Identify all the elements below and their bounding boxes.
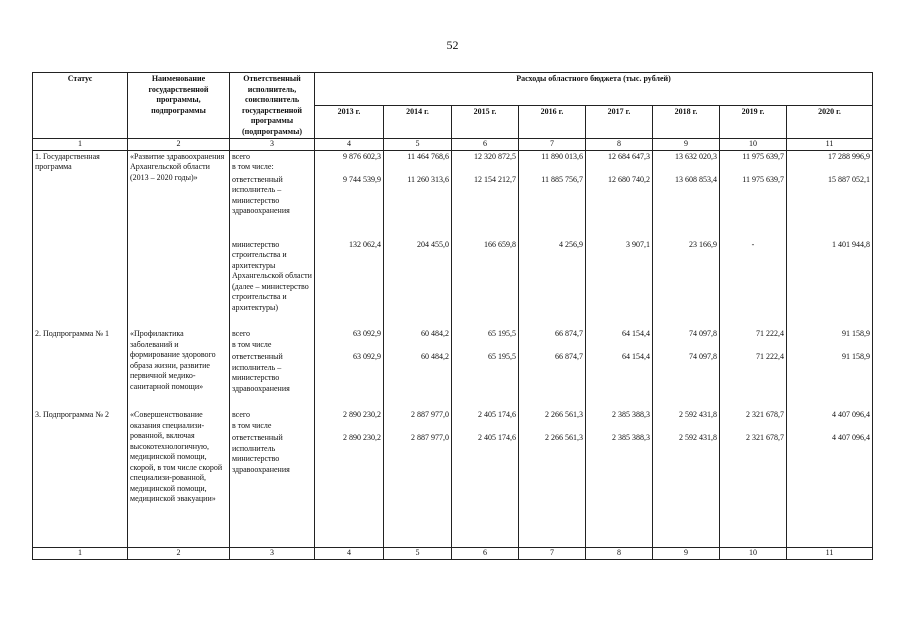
header-year: 2017 г. bbox=[586, 106, 653, 139]
column-index: 1 bbox=[33, 548, 128, 560]
row-status: 1. Государственная программа bbox=[33, 150, 128, 314]
header-year: 2018 г. bbox=[653, 106, 720, 139]
column-index: 6 bbox=[452, 548, 519, 560]
row-value: 12 154 212,7 bbox=[452, 174, 519, 239]
row-value: 9 876 602,3 bbox=[315, 150, 384, 174]
row-value: 65 195,5 bbox=[452, 328, 519, 351]
row-gap bbox=[33, 533, 873, 548]
table-row bbox=[33, 409, 873, 432]
row-value: 12 680 740,2 bbox=[586, 174, 653, 239]
row-value: 2 266 561,3 bbox=[519, 432, 586, 533]
row-executor: всего bbox=[232, 410, 251, 419]
row-gap bbox=[33, 314, 873, 328]
column-index: 5 bbox=[384, 548, 452, 560]
row-value: 60 484,2 bbox=[384, 351, 452, 395]
row-value: 2 385 388,3 bbox=[586, 409, 653, 432]
column-index: 4 bbox=[315, 548, 384, 560]
row-value: 91 158,9 bbox=[787, 328, 873, 351]
budget-table bbox=[32, 72, 873, 560]
row-program-name: «Развитие здравоохранения Архангельской области (2013 – 2020 годы)» bbox=[128, 150, 230, 314]
row-status: 3. Подпрограмма № 2 bbox=[33, 409, 128, 533]
row-value: 1 401 944,8 bbox=[787, 239, 873, 315]
row-value: 2 592 431,8 bbox=[653, 409, 720, 432]
row-executor-cell bbox=[230, 409, 315, 432]
row-value: 4 256,9 bbox=[519, 239, 586, 315]
row-value: 2 405 174,6 bbox=[452, 432, 519, 533]
row-program-name: «Совершенствование оказания специализи-рованной, включая высокотехнологичную, медицинской помощи, скорой, в том числе скорой специализи-рованной, медицинской помощи, медицинской эвакуации» bbox=[128, 409, 230, 533]
column-index: 10 bbox=[720, 139, 787, 151]
row-value: 4 407 096,4 bbox=[787, 409, 873, 432]
row-value: 11 975 639,7 bbox=[720, 174, 787, 239]
row-value: 66 874,7 bbox=[519, 328, 586, 351]
row-value: 2 592 431,8 bbox=[653, 432, 720, 533]
row-executor: в том числе: bbox=[232, 162, 274, 171]
row-value: 11 464 768,6 bbox=[384, 150, 452, 174]
header-year: 2014 г. bbox=[384, 106, 452, 139]
column-index: 11 bbox=[787, 139, 873, 151]
row-value: 204 455,0 bbox=[384, 239, 452, 315]
column-index: 9 bbox=[653, 139, 720, 151]
header-executor: Ответственный исполнитель, соисполнитель государственной программы (подпрограммы) bbox=[230, 73, 315, 139]
row-value: 63 092,9 bbox=[315, 351, 384, 395]
row-executor: в том числе bbox=[232, 339, 272, 349]
column-index: 4 bbox=[315, 139, 384, 151]
column-index: 9 bbox=[653, 548, 720, 560]
header-status: Статус bbox=[33, 73, 128, 139]
column-index: 5 bbox=[384, 139, 452, 151]
row-value: 2 890 230,2 bbox=[315, 409, 384, 432]
row-value: 2 266 561,3 bbox=[519, 409, 586, 432]
row-value: 11 890 013,6 bbox=[519, 150, 586, 174]
column-index: 1 bbox=[33, 139, 128, 151]
column-index: 2 bbox=[128, 548, 230, 560]
column-index: 10 bbox=[720, 548, 787, 560]
row-value: 71 222,4 bbox=[720, 328, 787, 351]
row-status: 2. Подпрограмма № 1 bbox=[33, 328, 128, 395]
row-value: 11 260 313,6 bbox=[384, 174, 452, 239]
row-value: 91 158,9 bbox=[787, 351, 873, 395]
column-index: 2 bbox=[128, 139, 230, 151]
row-value: 2 890 230,2 bbox=[315, 432, 384, 533]
row-executor: ответственный исполнитель – министерство здравоохранения bbox=[230, 174, 315, 239]
header-year: 2019 г. bbox=[720, 106, 787, 139]
row-executor: в том числе bbox=[232, 420, 272, 430]
row-gap bbox=[33, 395, 873, 409]
column-index: 3 bbox=[230, 548, 315, 560]
row-value: 132 062,4 bbox=[315, 239, 384, 315]
row-value: 2 321 678,7 bbox=[720, 409, 787, 432]
row-executor: ответственный исполнитель – министерство здравоохранения bbox=[230, 351, 315, 395]
column-index: 8 bbox=[586, 548, 653, 560]
header-program-name: Наименование государственной программы, подпрограммы bbox=[128, 73, 230, 139]
row-executor: всего bbox=[232, 151, 251, 161]
column-index: 11 bbox=[787, 548, 873, 560]
row-executor: ответственный исполнитель министерство здравоохранения bbox=[230, 432, 315, 533]
row-value: - bbox=[720, 239, 787, 315]
table-row bbox=[33, 150, 873, 174]
row-value: 166 659,8 bbox=[452, 239, 519, 315]
row-value: 63 092,9 bbox=[315, 328, 384, 351]
row-value: 2 887 977,0 bbox=[384, 409, 452, 432]
column-index: 7 bbox=[519, 548, 586, 560]
row-program-name: «Профилактика заболеваний и формирование здорового образа жизни, развитие первичной медико-санитарной помощи» bbox=[128, 328, 230, 395]
row-value: 11 975 639,7 bbox=[720, 150, 787, 174]
column-index: 6 bbox=[452, 139, 519, 151]
row-value: 66 874,7 bbox=[519, 351, 586, 395]
row-executor-cell bbox=[230, 150, 315, 174]
page-number: 52 bbox=[446, 38, 459, 52]
header-year: 2016 г. bbox=[519, 106, 586, 139]
row-value: 12 684 647,3 bbox=[586, 150, 653, 174]
row-value: 15 887 052,1 bbox=[787, 174, 873, 239]
row-executor: министерство строительства и архитектуры Архангельской области (далее – министерство строительства и архитектуры) bbox=[230, 239, 315, 315]
row-value: 13 632 020,3 bbox=[653, 150, 720, 174]
row-value: 9 744 539,9 bbox=[315, 174, 384, 239]
header-budget: Расходы областного бюджета (тыс. рублей) bbox=[315, 73, 873, 106]
row-value: 60 484,2 bbox=[384, 328, 452, 351]
row-value: 11 885 756,7 bbox=[519, 174, 586, 239]
header-year: 2013 г. bbox=[315, 106, 384, 139]
row-value: 74 097,8 bbox=[653, 351, 720, 395]
header-year: 2015 г. bbox=[452, 106, 519, 139]
row-executor: всего bbox=[232, 329, 251, 338]
column-index-row-repeat bbox=[33, 548, 873, 560]
row-value: 2 385 388,3 bbox=[586, 432, 653, 533]
row-value: 64 154,4 bbox=[586, 351, 653, 395]
row-value: 17 288 996,9 bbox=[787, 150, 873, 174]
header-year: 2020 г. bbox=[787, 106, 873, 139]
row-value: 2 887 977,0 bbox=[384, 432, 452, 533]
column-index: 3 bbox=[230, 139, 315, 151]
row-value: 13 608 853,4 bbox=[653, 174, 720, 239]
row-value: 65 195,5 bbox=[452, 351, 519, 395]
row-value: 74 097,8 bbox=[653, 328, 720, 351]
row-value: 2 321 678,7 bbox=[720, 432, 787, 533]
row-value: 71 222,4 bbox=[720, 351, 787, 395]
row-value: 12 320 872,5 bbox=[452, 150, 519, 174]
column-index: 8 bbox=[586, 139, 653, 151]
row-value: 2 405 174,6 bbox=[452, 409, 519, 432]
row-value: 3 907,1 bbox=[586, 239, 653, 315]
table-row bbox=[33, 328, 873, 351]
column-index: 7 bbox=[519, 139, 586, 151]
row-value: 23 166,9 bbox=[653, 239, 720, 315]
row-value: 4 407 096,4 bbox=[787, 432, 873, 533]
row-value: 64 154,4 bbox=[586, 328, 653, 351]
column-index-row bbox=[33, 139, 873, 151]
row-executor-cell bbox=[230, 328, 315, 351]
